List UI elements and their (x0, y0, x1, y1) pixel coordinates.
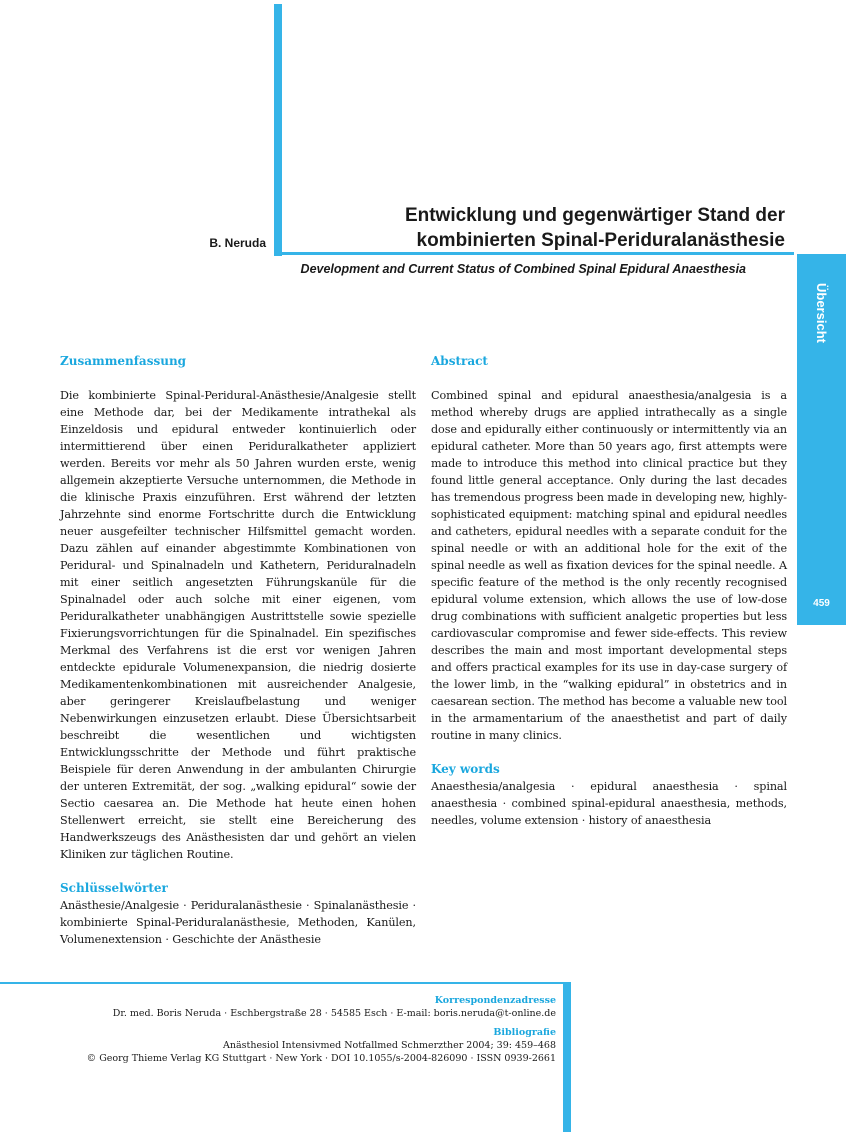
accent-rule-bottom (0, 982, 570, 984)
german-column (60, 353, 416, 948)
zusammenfassung-heading: Zusammenfassung (60, 354, 187, 368)
section-tab-text: Übersicht (814, 283, 829, 343)
author-name: B. Neruda (209, 236, 266, 250)
article-footer (60, 994, 556, 1065)
article-title (292, 203, 785, 253)
zusammenfassung-body: Die kombinierte Spinal-Peridural-Anästhesie/Analgesie stellt eine Methode dar, bei der Medikamente intrathekal als Einzeldosis und epidural entweder kontinuierlich oder intermittierend über einen Periduralkatheter appliziert werden. Bereits vor mehr als 50 Jahren wurden erste, wenig allgemein akzeptierte Versuche unternommen, die Methode in die klinische Praxis einzuführen. Erst während der letzten Jahrzehnte sind enorme Fortschritte durch die Entwicklung neuer ausgefeilter technischer Hilfsmittel gemacht worden. Dazu zählen auf einander abgestimmte Kombinationen von Peridural- und Spinalnadeln und Kathetern, Periduralnadeln mit einer seitlich angesetzten Führungskanüle für die Spinalnadel oder auch solche mit einer eigenen, vom Periduralkatheter unabhängigen Austrittstelle sowie spezielle Fixierungsvorrichtungen für die Spinalnadel. Ein spezifisches Merkmal des Verfahrens ist die erst vor wenigen Jahren entdeckte epidurale Volumenexpansion, die niedrig dosierte Medikamentenkombinationen mit ausreichender Analgesie, aber geringerer Kreislaufbelastung und weniger Nebenwirkungen einzusetzen erlaubt. Diese Übersichtsarbeit beschreibt die wesentlichen und wichtigsten Entwicklungsschritte der Methode und führt praktische Beispiele für deren Anwendung in der ambulanten Chirurgie der unteren Extremität, der sog. „walking epidural“ sowie der Sectio caesarea an. Die Methode hat heute einen hohen Stellenwert erreicht, sie stellt eine Bereicherung des Handwerkszeugs des Anästhesisten dar und gehört an vielen Kliniken zur täglichen Routine. (60, 389, 416, 861)
article-subtitle-english: Development and Current Status of Combined Spinal Epidural Anaesthesia (300, 262, 746, 276)
article-title-line-2: kombinierten Spinal-Periduralanästhesie (416, 230, 785, 251)
bibliography-publisher: © Georg Thieme Verlag KG Stuttgart · New York · DOI 10.1055/s-2004-826090 · ISSN 0939-2661 (86, 1053, 556, 1064)
bibliography-heading: Bibliografie (493, 1027, 556, 1038)
accent-bar-vertical-top (274, 4, 282, 256)
abstract-heading: Abstract (431, 354, 488, 368)
accent-bar-vertical-bottom (563, 982, 571, 1132)
page-number: 459 (813, 598, 830, 609)
bibliography-citation: Anästhesiol Intensivmed Notfallmed Schmerzther 2004; 39: 459–468 (222, 1040, 556, 1051)
schluesselwoerter-heading: Schlüsselwörter (60, 881, 168, 895)
schluesselwoerter-list: Anästhesie/Analgesie · Periduralanästhesie · Spinalanästhesie · kombinierte Spinal-Periduralanästhesie, Methoden, Kanülen, Volumenextension · Geschichte der Anästhesie (60, 899, 416, 946)
key-words-list: Anaesthesia/analgesia · epidural anaesthesia · spinal anaesthesia · combined spinal-epidural anaesthesia, methods, needles, volume extension · history of anaesthesia (431, 780, 787, 827)
article-title-line-1: Entwicklung und gegenwärtiger Stand der (404, 205, 785, 226)
correspondence-address: Dr. med. Boris Neruda · Eschbergstraße 28 · 54585 Esch · E-mail: boris.neruda@t-online.de (112, 1008, 556, 1019)
section-tab-label (797, 258, 846, 368)
key-words-heading: Key words (431, 762, 500, 776)
abstract-body: Combined spinal and epidural anaesthesia/analgesia is a method whereby drugs are applied intrathecally as a single dose and epidurally either continuously or intermittently via an epidural catheter. More than 50 years ago, first attempts were made to introduce this method into clinical practice but they found little general acceptance. Only during the last decades has tremendous progress been made in developing new, highly-sophisticated equipment: matching spinal and epidural needles and catheters, epidural needles with a separate conduit for the spinal needle or with an additional hole for the exit of the spinal needle as well as fixation devices for the spinal needle. A specific feature of the method is the only recently recognised epidural volume extension, which allows the use of low-dose drug combinations with sufficient analgetic properties but less cardiovascular compromise and fewer side-effects. This review describes the main and most important developmental steps and offers practical examples for its use in day-case surgery of the lower limb, in the “walking epidural” in obstetrics and in caesarean section. The method has become a valuable new tool in the armamentarium of the anaesthetist and part of daily routine in many clinics. (431, 389, 787, 742)
correspondence-heading: Korrespondenzadresse (434, 995, 556, 1006)
english-column (431, 353, 787, 829)
